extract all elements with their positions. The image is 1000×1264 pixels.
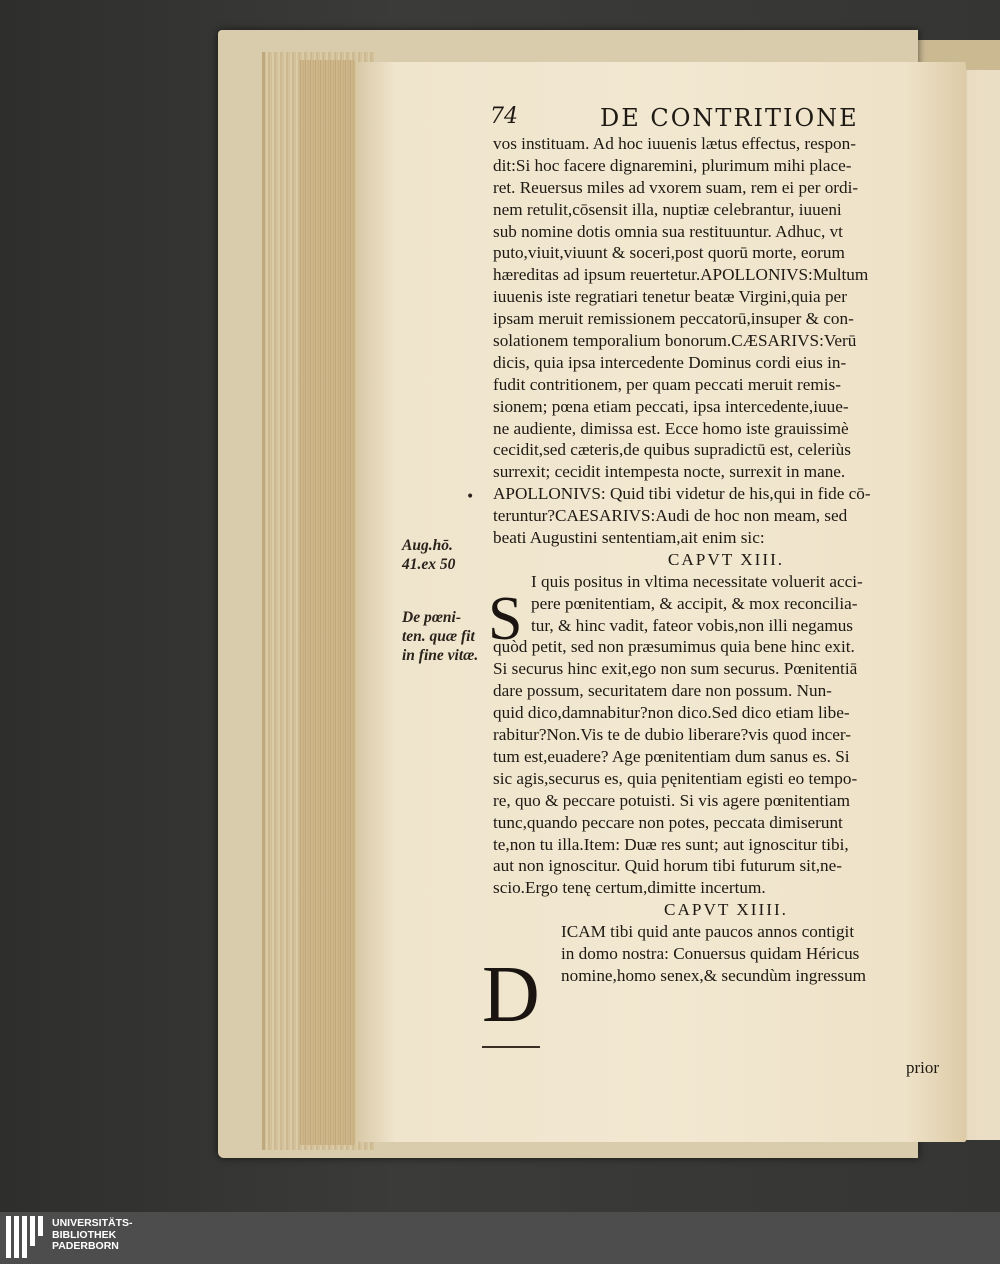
text-line: te,non tu illa.Item: Duæ res sunt; aut ignoscitur tibi, [493,834,849,854]
marginal-note-augustine: Aug.hō. 41.ex 50 [402,537,456,573]
text-line: iuuenis iste regratiari tenetur beatæ Virgini,quia per [493,287,847,307]
text-line: re, quo & peccare potuisti. Si vis agere pœnitentiam [493,790,851,810]
text-line: ret. Reuersus miles ad vxorem suam, rem ei per ordi- [493,177,859,197]
text-line: tum est,euadere? Age pœnitentiam dum sanus es. Si [493,746,850,766]
chapter-heading-14: CAPVT XIIII. [664,900,788,920]
page-header [490,104,950,134]
text-line: I quis positus in vltima necessitate voluerit acci- [531,571,863,591]
text-line: quid dico,damnabitur?non dico.Sed dico etiam libe- [493,703,850,723]
text-line: beati Augustini sententiam,ait enim sic: [493,528,765,548]
text-line: dare possum, securitatem dare non possum. Nun- [493,681,832,701]
logo-line-3: PADERBORN [52,1240,119,1252]
text-line: dit:Si hoc facere dignaremini, plurimum mihi place- [493,155,852,175]
text-line: ICAM tibi quid ante paucos annos contigit [561,922,855,942]
catchword: prior [906,1058,940,1077]
text-line: Si securus hinc exit,ego non sum securus. Pœnitentiā [493,659,858,679]
text-line: ne audiente, dimissa est. Ecce homo iste grauissimè [493,418,849,438]
logo-line-1: UNIVERSITÄTS- [52,1217,133,1229]
text-line: in domo nostra: Conuersus quidam Héricus [561,943,860,963]
text-line: tunc,quando peccare non potes, peccata dimiserunt [493,812,843,832]
text-line: rabitur?Non.Vis te de dubio liberare?vis quod incer- [493,725,852,745]
text-line: quòd petit, sed non præsumimus quia bene hinc exit. [493,637,855,657]
library-logo-text [52,1218,133,1253]
text-line: puto,viuit,viuunt & soceri,post quorū morte, eorum [493,243,845,263]
dropcap-s: S [488,585,523,653]
text-line: sic agis,securus es, quia pęnitentiam egisti eo tempo- [493,768,858,788]
text-line: vos instituam. Ad hoc iuuenis lætus effectus, respon- [493,134,856,153]
page-body [493,133,959,987]
chapter-heading-13: CAPVT XIII. [667,549,785,569]
text-line: aut non ignoscitur. Quid horum tibi futurum sit,ne- [493,856,842,876]
running-title: DE CONTRITIONE [600,104,859,132]
page-number: 74 [490,104,518,129]
dropcap-d: D [482,951,540,1039]
text-line: sionem; pœna etiam peccati, ipsa intercedente,iuue- [493,396,849,416]
page-block-shadow [300,60,355,1145]
marginal-note-penitence: De pœni- ten. quæ fit in fine vitæ. [402,609,479,664]
text-line: fudit contritionem, per quam peccati meruit remis- [493,374,841,394]
text-line: pere pœnitentiam, & accipit, & mox reconcilia- [531,593,858,613]
text-line: ipsam meruit remissionem peccatorū,insuper & con- [493,309,854,329]
text-line: nem retulit,cōsensit illa, nuptiæ celebrantur, iuueni [493,199,842,219]
margin-dot: • [466,489,475,505]
text-line: dicis, quia ipsa intercedente Dominus cordi eius in- [493,352,847,372]
text-line: surrexit; cecidit intempesta nocte, surrexit in mane. [493,462,846,482]
text-line: cecidit,sed cæteris,de quibus supradictū est, celeriùs [493,440,851,460]
text-line: solationem temporalium bonorum.CÆSARIVS:Verū [493,331,857,351]
text-line: scio.Ergo tenę certum,dimitte incertum. [493,878,766,898]
library-logo-icon [6,1216,42,1258]
underline-mark [482,1046,540,1048]
text-line: nomine,homo senex,& secundùm ingressum [561,965,867,985]
footer-bar [0,1212,1000,1264]
text-line: tur, & hinc vadit, fateor vobis,non illi negamus [531,615,853,635]
logo-line-2: BIBLIOTHEK [52,1228,117,1241]
text-line: APOLLONIVS: Quid tibi videtur de his,qui in fide cō- [493,484,871,504]
text-line: sub nomine dotis omnia sua restituuntur. Adhuc, vt [493,221,843,241]
text-line: hæreditas ad ipsum reuertetur.APOLLONIVS:Multum [493,265,869,285]
text-line: teruntur?CAESARIVS:Audi de hoc non meam, sed [493,506,848,526]
